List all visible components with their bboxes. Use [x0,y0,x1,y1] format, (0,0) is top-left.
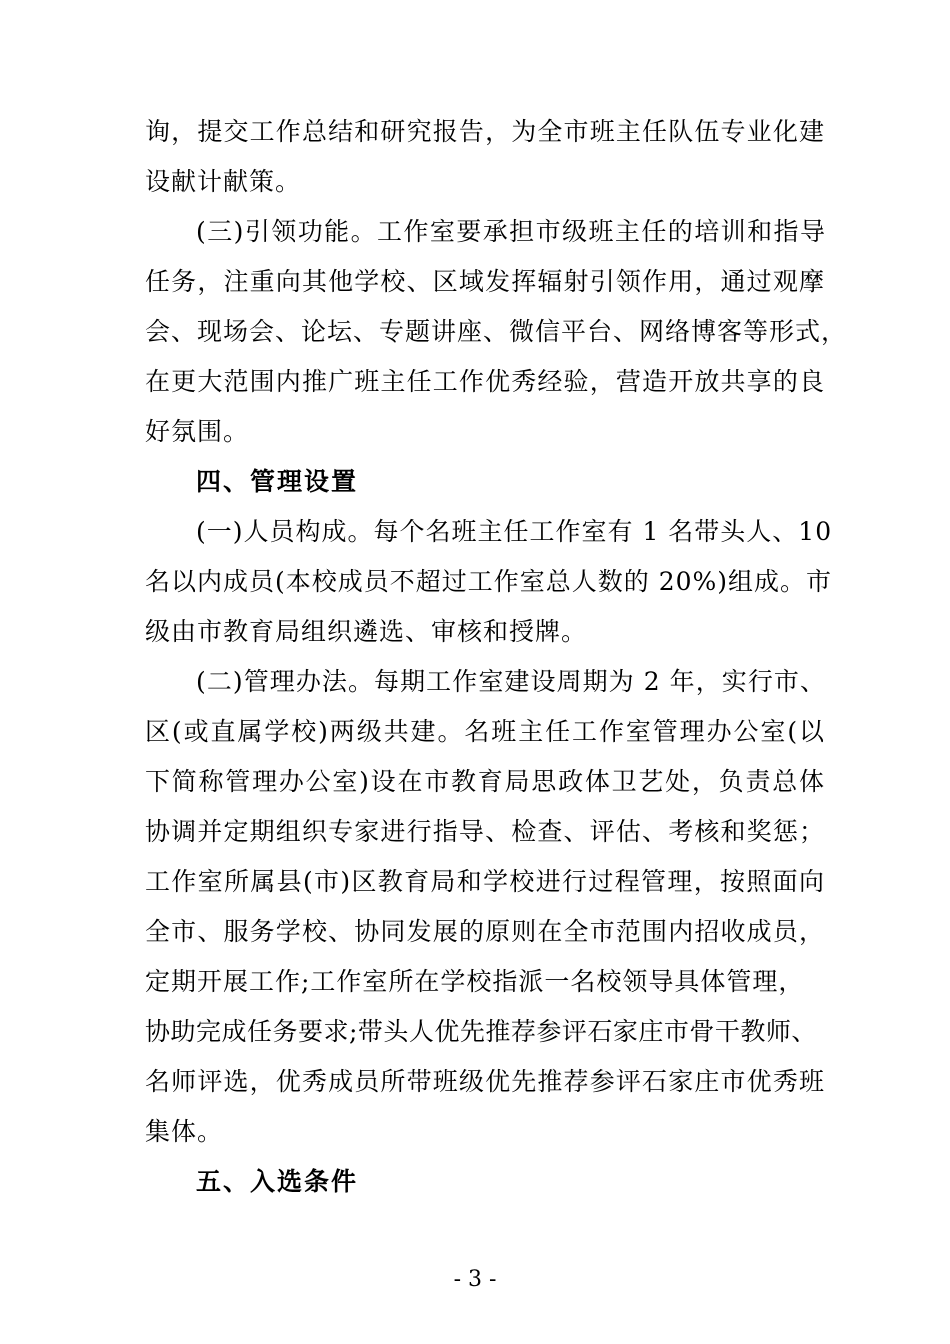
text-line: (一)人员构成。每个名班主任工作室有 1 名带头人、10 [196,517,833,546]
text-line: 下简称管理办公室)设在市教育局思政体卫艺处，负责总体 [145,767,825,796]
text-line: 定期开展工作;工作室所在学校指派一名校领导具体管理， [145,967,805,996]
text-line: 集体。 [145,1117,224,1146]
text-line: 询，提交工作总结和研究报告，为全市班主任队伍专业化建 [145,117,825,146]
text-line: 好氛围。 [145,417,250,446]
text-line: (三)引领功能。工作室要承担市级班主任的培训和指导 [196,217,826,246]
page-number: - 3 - [453,1267,497,1292]
text-line: 全市、服务学校、协同发展的原则在全市范围内招收成员， [145,917,825,946]
text-line: 设献计献策。 [145,167,302,196]
text-line: 工作室所属县(市)区教育局和学校进行过程管理，按照面向 [145,867,825,896]
text-line: 级由市教育局组织遴选、审核和授牌。 [145,617,588,646]
text-line: 协调并定期组织专家进行指导、检查、评估、考核和奖惩； [145,817,825,846]
text-line: 任务，注重向其他学校、区域发挥辐射引领作用，通过观摩 [145,267,825,296]
text-line: 名师评选，优秀成员所带班级优先推荐参评石家庄市优秀班 [145,1067,825,1096]
text-line: 在更大范围内推广班主任工作优秀经验，营造开放共享的良 [145,367,825,396]
text-line: 会、现场会、论坛、专题讲座、微信平台、网络博客等形式， [145,317,848,346]
text-line: (二)管理办法。每期工作室建设周期为 2 年，实行市、 [196,667,826,696]
text-line: 名以内成员(本校成员不超过工作室总人数的 20%)组成。市 [145,567,833,596]
section-heading-selection: 五、入选条件 [196,1167,359,1196]
text-line: 协助完成任务要求;带头人优先推荐参评石家庄市骨干教师、 [145,1017,817,1046]
text-line: 区(或直属学校)两级共建。名班主任工作室管理办公室(以 [145,717,825,746]
section-heading-management: 四、管理设置 [196,467,359,496]
